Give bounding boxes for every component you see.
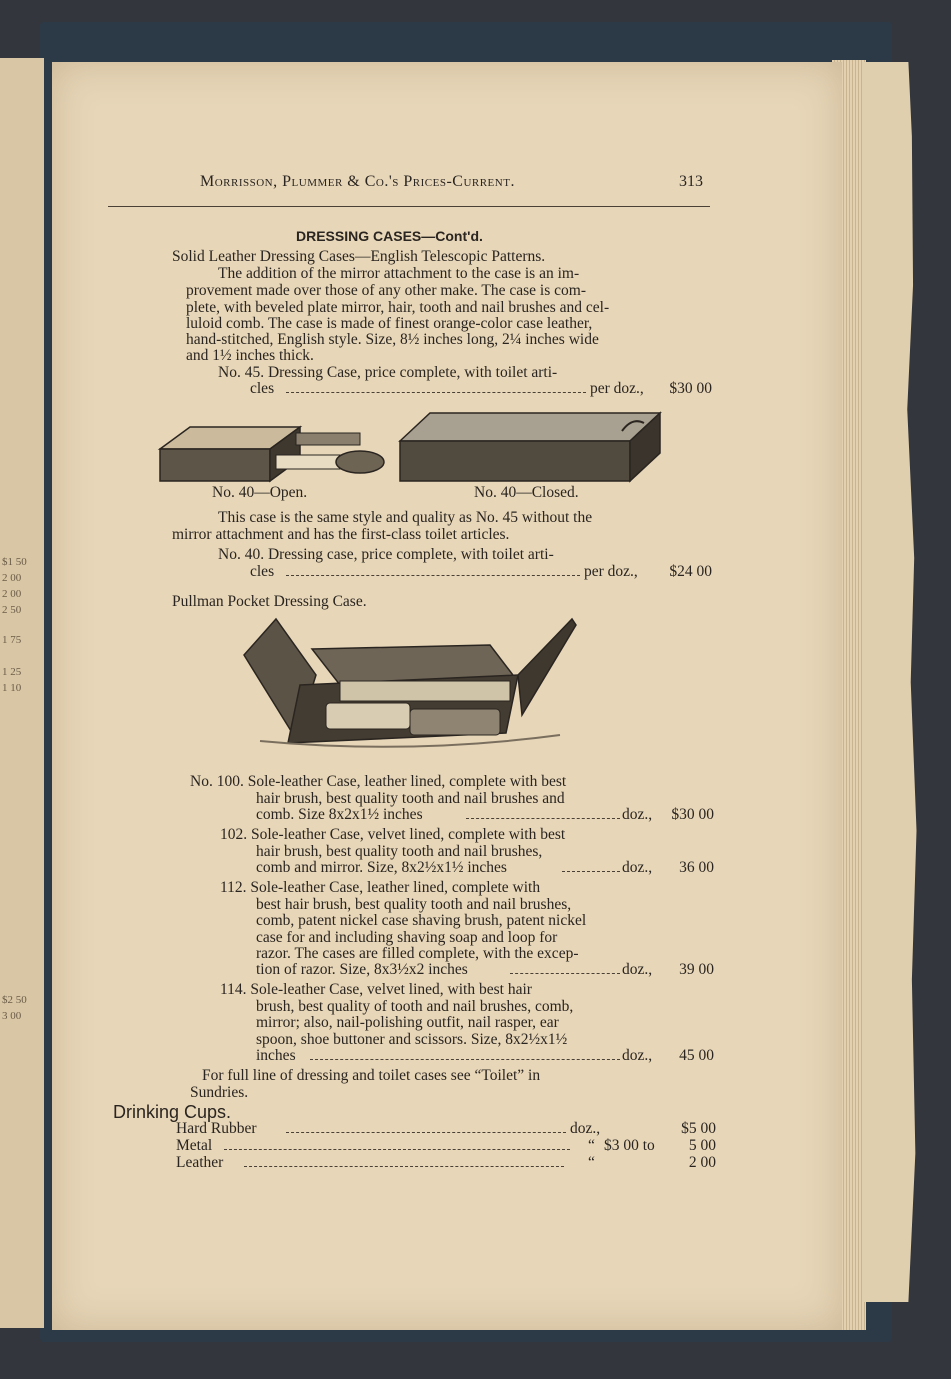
dressing-case-illustration: [150, 405, 670, 487]
prev-price: $1 50: [2, 556, 27, 568]
cup-price: 2 00: [688, 1154, 716, 1171]
header-rule: [108, 206, 710, 207]
item-line: best hair brush, best quality tooth and nail brushes,: [256, 896, 572, 913]
item-unit: doz.,: [622, 961, 653, 978]
caption-closed: No. 40—Closed.: [474, 484, 579, 501]
cup-price-range: $3 00 to: [604, 1137, 655, 1154]
previous-page-prices: [2, 554, 27, 1024]
item-unit: doz.,: [622, 806, 653, 823]
cup-price: 5 00: [688, 1137, 716, 1154]
drinking-cups-heading: Drinking Cups.: [113, 1102, 232, 1122]
item-line: mirror; also, nail-polishing outfit, nail rasper, ear: [256, 1014, 559, 1031]
item-line: case for and including shaving soap and loop for: [256, 929, 558, 946]
item-price: 39 00: [679, 961, 714, 978]
prev-price: 2 00: [2, 572, 22, 584]
item-price: 36 00: [679, 859, 714, 876]
note-line: Sundries.: [190, 1084, 249, 1101]
prev-price: $2 50: [2, 994, 27, 1006]
item-line: 102. Sole-leather Case, velvet lined, complete with best: [220, 826, 566, 843]
prev-price: 2 50: [2, 604, 22, 616]
leader-dots: [224, 1149, 570, 1150]
note-line: For full line of dressing and toilet cases see “Toilet” in: [202, 1067, 541, 1084]
leader-dots: [244, 1166, 564, 1167]
prev-price: 1 25: [2, 666, 22, 678]
cup-price: $5 00: [681, 1120, 716, 1137]
text-line: and 1½ inches thick.: [186, 347, 314, 364]
item-line: comb. Size 8x2x1½ inches: [256, 806, 423, 823]
cup-label: Hard Rubber: [176, 1120, 257, 1137]
text-line: luloid comb. The case is made of finest orange-color case leather,: [186, 315, 593, 332]
item-price: $30 00: [669, 380, 712, 397]
text-line: provement made over those of any other make. The case is com-: [186, 282, 586, 299]
prev-price: 2 00: [2, 588, 22, 600]
item-line: 112. Sole-leather Case, leather lined, complete with: [220, 879, 541, 896]
item-line: razor. The cases are filled complete, with the excep-: [256, 945, 579, 962]
item-line: hair brush, best quality tooth and nail brushes,: [256, 843, 543, 860]
leader-dots: [310, 1059, 620, 1060]
prev-price: 1 75: [2, 634, 22, 646]
item-unit: per doz.,: [590, 380, 644, 397]
item-line: comb and mirror. Size, 8x2½x1½ inches: [256, 859, 507, 876]
item-line: hair brush, best quality tooth and nail brushes and: [256, 790, 565, 807]
prev-price: 3 00: [2, 1010, 22, 1022]
item-price: $30 00: [671, 806, 714, 823]
item-line: 114. Sole-leather Case, velvet lined, with best hair: [220, 981, 532, 998]
item-unit: per doz.,: [584, 563, 638, 580]
text-line: This case is the same style and quality as No. 45 without the: [218, 509, 593, 526]
item-line: comb, patent nickel case shaving brush, patent nickel: [256, 912, 587, 929]
closed-case-drawing: [400, 413, 660, 481]
item-line: cles: [250, 563, 275, 580]
item-price: $24 00: [669, 563, 712, 580]
caption-open: No. 40—Open.: [212, 484, 308, 501]
leader-dots: [286, 575, 580, 576]
text-line: Solid Leather Dressing Cases—English Telescopic Patterns.: [172, 248, 546, 265]
item-line: cles: [250, 380, 275, 397]
prev-price: 1 10: [2, 682, 22, 694]
item-line: No. 40. Dressing case, price complete, with toilet arti-: [218, 546, 554, 563]
cup-unit: “: [588, 1137, 595, 1154]
leader-dots: [510, 973, 620, 974]
item-price: 45 00: [679, 1047, 714, 1064]
running-title: Morrisson, Plummer & Co.'s Prices-Current.: [200, 173, 515, 190]
item-unit: doz.,: [622, 859, 653, 876]
cup-label: Metal: [176, 1137, 213, 1154]
text-line: hand-stitched, English style. Size, 8½ inches long, 2¼ inches wide: [186, 331, 599, 348]
cup-unit: doz.,: [570, 1120, 601, 1137]
item-line: No. 100. Sole-leather Case, leather lined, complete with best: [190, 773, 567, 790]
leader-dots: [286, 1132, 566, 1133]
cup-unit: “: [588, 1154, 595, 1171]
torn-page-strip: [862, 62, 920, 1302]
previous-page-edge: [0, 58, 44, 1328]
item-line: tion of razor. Size, 8x3½x2 inches: [256, 961, 468, 978]
item-unit: doz.,: [622, 1047, 653, 1064]
item-line: No. 45. Dressing Case, price complete, with toilet arti-: [218, 364, 558, 381]
pullman-case-illustration: [240, 615, 580, 755]
item-line: brush, best quality of tooth and nail brushes, comb,: [256, 998, 574, 1015]
leader-dots: [562, 871, 620, 872]
text-line: The addition of the mirror attachment to the case is an im-: [218, 265, 580, 282]
pullman-heading: Pullman Pocket Dressing Case.: [172, 593, 367, 610]
cup-label: Leather: [176, 1154, 224, 1171]
text-line: mirror attachment and has the first-class toilet articles.: [172, 526, 510, 543]
page-number: 313: [679, 173, 703, 190]
leader-dots: [466, 818, 620, 819]
item-line: spoon, shoe buttoner and scissors. Size, 8x2½x1½: [256, 1031, 568, 1048]
leader-dots: [286, 392, 586, 393]
text-line: plete, with beveled plate mirror, hair, tooth and nail brushes and cel-: [186, 299, 610, 316]
open-case-drawing: [160, 427, 384, 481]
section-title: DRESSING CASES—Cont'd.: [296, 228, 483, 244]
item-line: inches: [256, 1047, 296, 1064]
